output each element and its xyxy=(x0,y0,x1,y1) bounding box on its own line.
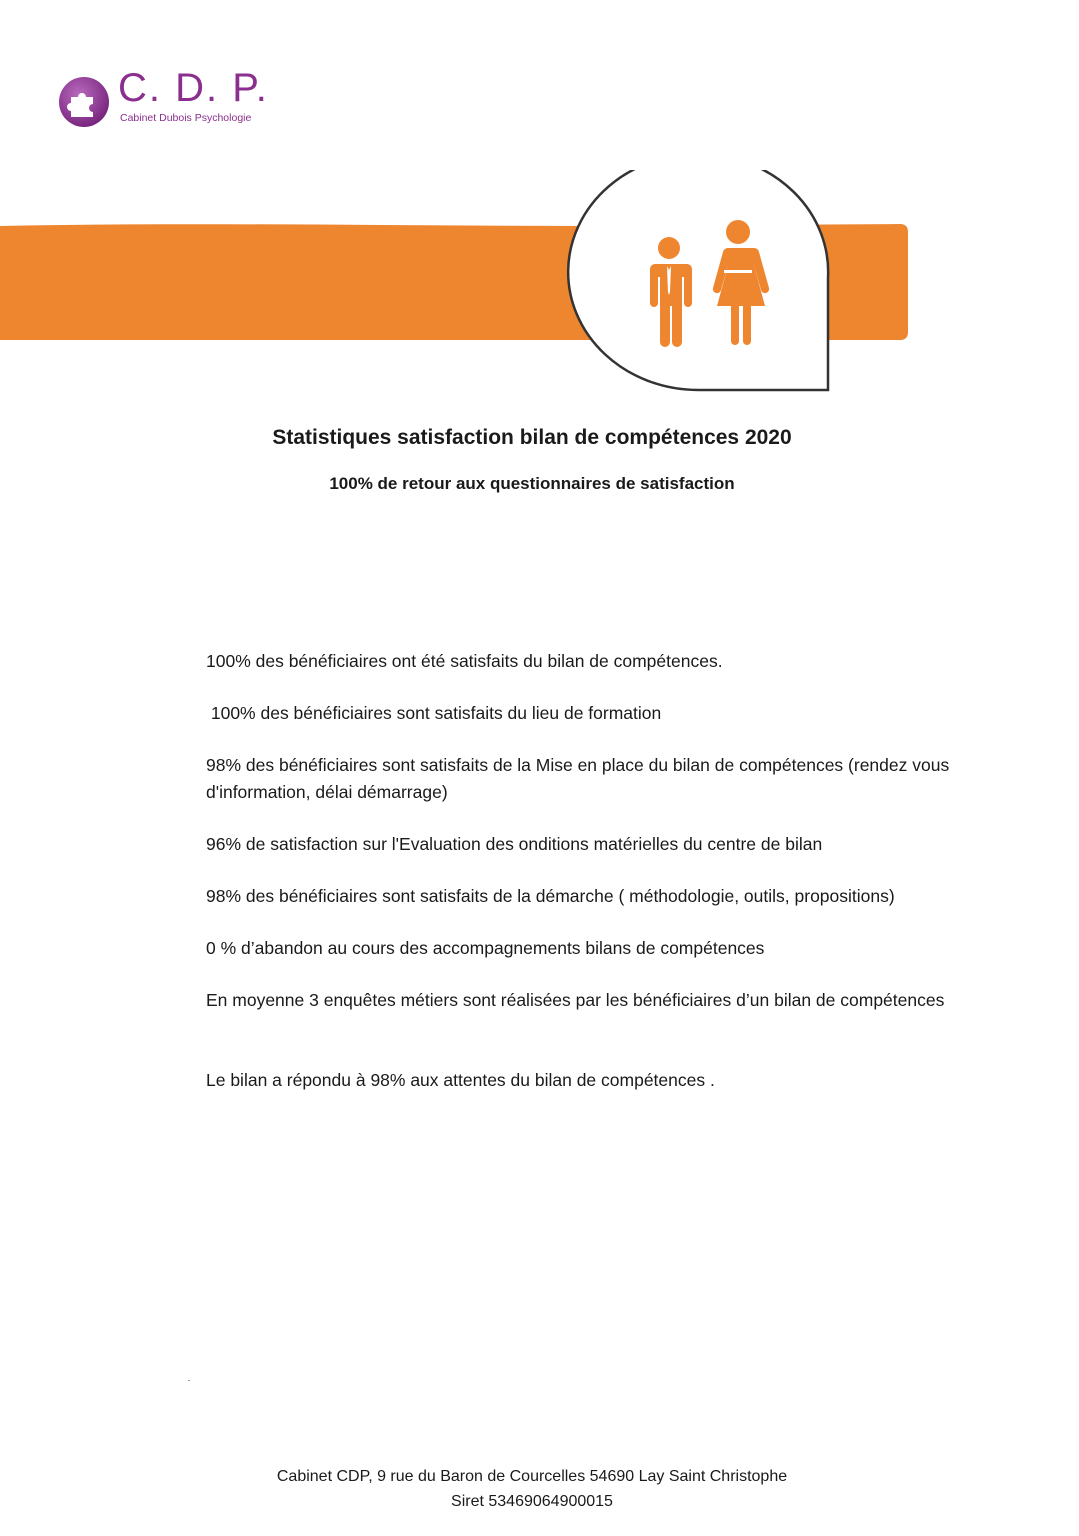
puzzle-piece-icon xyxy=(58,76,110,128)
page-subtitle: 100% de retour aux questionnaires de satisfaction xyxy=(329,474,735,493)
footer-siret: Siret 53469064900015 xyxy=(451,1493,613,1510)
stray-mark xyxy=(188,1380,190,1381)
stats-list xyxy=(206,648,1026,1119)
stat-item: 98% des bénéficiaires sont satisfaits de la Mise en place du bilan de compétences (rendez vous d'information, délai démarrage) xyxy=(206,755,950,802)
stat-item: En moyenne 3 enquêtes métiers sont réalisées par les bénéficiaires d’un bilan de compétences xyxy=(206,990,945,1010)
logo-subtitle: Cabinet Dubois Psychologie xyxy=(120,112,252,124)
logo-title: C. D. P. xyxy=(118,66,269,110)
stat-item: 100% des bénéficiaires sont satisfaits du lieu de formation xyxy=(206,703,662,723)
stat-item: 100% des bénéficiaires ont été satisfaits du bilan de compétences. xyxy=(206,651,723,671)
footer xyxy=(0,1464,1064,1514)
page-title: Statistiques satisfaction bilan de compétences 2020 xyxy=(272,426,792,449)
cdp-logo xyxy=(58,66,288,132)
stat-item: Le bilan a répondu à 98% aux attentes du bilan de compétences . xyxy=(206,1070,715,1090)
header-banner xyxy=(0,170,912,400)
stat-item: 98% des bénéficiaires sont satisfaits de la démarche ( méthodologie, outils, propositions) xyxy=(206,886,895,906)
footer-address: Cabinet CDP, 9 rue du Baron de Courcelles 54690 Lay Saint Christophe xyxy=(276,1468,788,1485)
stat-item: 0 % d’abandon au cours des accompagnements bilans de compétences xyxy=(206,938,765,958)
stat-item: 96% de satisfaction sur l'Evaluation des onditions matérielles du centre de bilan xyxy=(206,834,823,854)
